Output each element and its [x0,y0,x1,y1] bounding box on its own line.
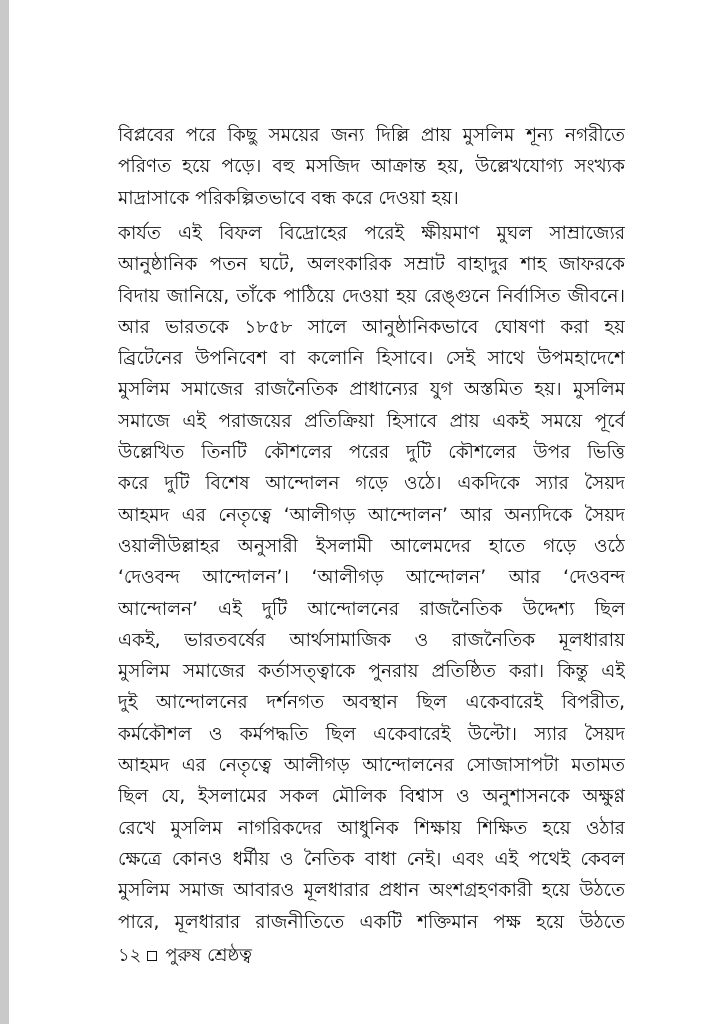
paragraph-2-line: ছিল যে, ইসলামের সকল মৌলিক বিশ্বাস ও অনুশাসনকে অক্ষুণ্ণ [118,786,625,808]
paragraph-2-line: করে দুটি বিশেষ আন্দোলন গড়ে ওঠে। একদিকে স্যার সৈয়দ [118,473,625,495]
paragraph-2-line: সমাজে এই পরাজয়ের প্রতিক্রিয়া হিসাবে প্রায় একই সময়ে পূর্বে [118,410,625,432]
page-footer [118,944,252,968]
paragraph-2-line: বিদায় জানিয়ে, তাঁকে পাঠিয়ে দেওয়া হয় রেঙ্গুনে নির্বাসিত জীবনে। [118,285,625,307]
paragraph-2-line: কর্মকৌশল ও কর্মপদ্ধতি ছিল একেবারেই উল্টো। স্যার সৈয়দ [118,723,625,745]
paragraph-2-line: দুই আন্দোলনের দর্শনগত অবস্থান ছিল একেবারেই বিপরীত, [118,692,625,714]
paragraph-2-line: ‘দেওবন্দ আন্দোলন’। ‘আলীগড় আন্দোলন’ আর ‘দেওবন্দ [118,567,625,589]
paragraph-2-line: একই, ভারতবর্ষের আর্থসামাজিক ও রাজনৈতিক মূলধারায় [118,629,625,651]
running-book-title: পুরুষ শ্রেষ্ঠত্ব [165,944,252,966]
paragraph-2-line: আহমদ এর নেতৃত্বে আলীগড় আন্দোলনের সোজাসাপটা মতামত [118,755,625,777]
paragraph-1-line: পরিণত হয়ে পড়ে। বহু মসজিদ আক্রান্ত হয়, উল্লেখযোগ্য সংখ্যক [118,156,625,178]
paragraph-2-line: রেখে মুসলিম নাগরিকদের আধুনিক শিক্ষায় শিক্ষিত হয়ে ওঠার [118,817,625,839]
paragraph-2-line: আনুষ্ঠানিক পতন ঘটে, অলংকারিক সম্রাট বাহাদুর শাহ জাফরকে [118,254,625,276]
page-edge-shadow [0,0,9,1024]
paragraph-2-line: উল্লেখিত তিনটি কৌশলের পরের দুটি কৌশলের উপর ভিত্তি [118,442,625,464]
square-separator-icon [147,951,157,961]
paragraph-2-line: আর ভারতকে ১৮৫৮ সালে আনুষ্ঠানিকভাবে ঘোষণা করা হয় [118,316,625,338]
paragraph-2-line: ক্ষেত্রে কোনও ধর্মীয় ও নৈতিক বাধা নেই। এবং এই পথেই কেবল [118,848,625,870]
paragraph-1 [118,120,625,214]
paragraph-2-line: আন্দোলন’ এই দুটি আন্দোলনের রাজনৈতিক উদ্দেশ্য ছিল [118,598,625,620]
paragraph-1-line: বিপ্লবের পরে কিছু সময়ের জন্য দিল্লি প্রায় মুসলিম শূন্য নগরীতে [118,125,625,146]
paragraph-2-line: আহমদ এর নেতৃত্বে ‘আলীগড় আন্দোলন’ আর অন্যদিকে সৈয়দ [118,504,625,526]
page-number: ১২ [118,944,142,966]
paragraph-2-line: মুসলিম সমাজ আবারও মূলধারার প্রধান অংশগ্রহণকারী হয়ে উঠতে [118,880,625,902]
paragraph-2-line: মুসলিম সমাজের রাজনৈতিক প্রাধান্যের যুগ অস্তমিত হয়। মুসলিম [118,379,625,401]
paragraph-2-line: কার্যত এই বিফল বিদ্রোহের পরেই ক্ষীয়মাণ মুঘল সাম্রাজ্যের [118,223,625,244]
paragraph-1-line: মাদ্রাসাকে পরিকল্পিতভাবে বন্ধ করে দেওয়া হয়। [118,187,459,209]
paragraph-2-line: পারে, মূলধারার রাজনীতিতে একটি শক্তিমান পক্ষ হয়ে উঠতে [118,911,625,933]
paragraph-2-line: ওয়ালীউল্লাহর অনুসারী ইসলামী আলেমদের হাতে গড়ে ওঠে [118,535,625,557]
paragraph-2-line: ব্রিটেনের উপনিবেশ বা কলোনি হিসাবে। সেই সাথে উপমহাদেশে [118,348,625,370]
paragraph-2-line: মুসলিম সমাজের কর্তাসত্ত্বাকে পুনরায় প্রতিষ্ঠিত করা। কিন্তু এই [118,661,625,683]
paragraph-2 [118,218,625,938]
